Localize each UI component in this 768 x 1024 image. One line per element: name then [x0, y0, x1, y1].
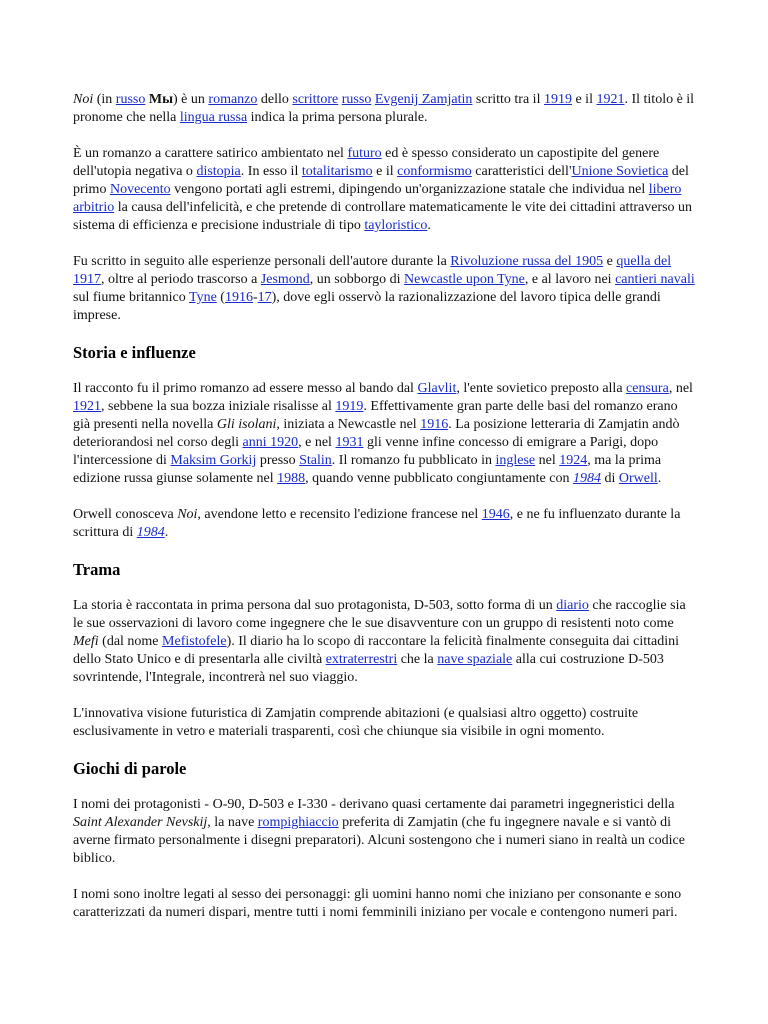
- text-run: . Il romanzo fu pubblicato in: [331, 453, 496, 468]
- link-1924[interactable]: 1924: [559, 453, 588, 468]
- link-1921[interactable]: 1921: [73, 399, 101, 414]
- link-1931[interactable]: 1931: [335, 435, 364, 450]
- text-run: . Il titolo è il pronome che nella: [73, 92, 695, 125]
- text-run: . Effettivamente gran parte delle basi del romanzo erano già presenti nella novella: [73, 399, 678, 432]
- text-run: alla cui costruzione D-503 sovrintende, l'Integrale, incontrerà nel suo viaggio.: [73, 652, 664, 685]
- text-run: , nel: [668, 381, 693, 396]
- section-heading-storia-e-influenze: Storia e influenze: [73, 343, 196, 362]
- link-17[interactable]: 17: [257, 290, 272, 305]
- text-run: , e ne fu influenzato durante la scrittura di: [73, 507, 681, 540]
- text-run: ). Il diario ha lo scopo di raccontare la felicità finalmente conseguita dai cittadini dello Stato Unico e di presentarla alle civiltà: [73, 634, 680, 667]
- text-run: La storia è raccontata in prima persona dal suo protagonista, D-503, sotto forma di un: [73, 598, 557, 613]
- link-1984[interactable]: 1984: [572, 471, 601, 486]
- text-run: sul fiume britannico: [73, 290, 189, 305]
- link-quella-del-1917[interactable]: quella del 1917: [73, 254, 672, 287]
- link-evgenij-zamjatin[interactable]: Evgenij Zamjatin: [374, 92, 473, 107]
- text-run: che raccoglie sia le sue osservazioni di lavoro come ingegnere che le sue disavventure con un gruppo di resistenti noto come: [73, 598, 686, 631]
- text-run: preferita di Zamjatin (che fu ingegnere navale e si vantò di averne firmato personalmente i disegni preparatori). Alcuni sostengono che i numeri siano in realtà un codice biblico.: [73, 815, 685, 866]
- text-run: dello: [257, 92, 293, 107]
- text-run: .: [164, 525, 169, 540]
- link-1946[interactable]: 1946: [481, 507, 510, 522]
- section-heading-giochi-di-parole: Giochi di parole: [73, 759, 187, 778]
- text-run: gli venne infine concesso di emigrare a Parigi, dopo l'intercessione di: [73, 435, 659, 468]
- link-1921[interactable]: 1921: [596, 92, 625, 107]
- link-rompighiaccio[interactable]: rompighiaccio: [257, 815, 339, 830]
- link-libero-arbitrio[interactable]: libero arbitrio: [73, 182, 682, 215]
- link-russo[interactable]: russo: [115, 92, 146, 107]
- link-jesmond[interactable]: Jesmond: [260, 272, 310, 287]
- text-run: , ma la prima edizione russa giunse solamente nel: [73, 453, 662, 486]
- paragraph-vision: [73, 705, 698, 741]
- link-lingua-russa[interactable]: lingua russa: [179, 110, 248, 125]
- link-orwell[interactable]: Orwell: [618, 471, 658, 486]
- text-run: (in: [93, 92, 116, 107]
- text-run: e il: [571, 92, 597, 107]
- text-run: caratteristici dell': [471, 164, 572, 179]
- link-diario[interactable]: diario: [556, 598, 589, 613]
- link-conformismo[interactable]: conformismo: [397, 164, 472, 179]
- link-inglese[interactable]: inglese: [495, 453, 536, 468]
- text-run: presso: [256, 453, 300, 468]
- text-run: (: [216, 290, 225, 305]
- link-1919[interactable]: 1919: [335, 399, 364, 414]
- text-run: , quando venne pubblicato congiuntamente con: [305, 471, 573, 486]
- italic-text: Saint Alexander Nevskij: [73, 815, 208, 830]
- link-1916[interactable]: 1916: [224, 290, 253, 305]
- link-glavlit[interactable]: Glavlit: [417, 381, 457, 396]
- link-novecento[interactable]: Novecento: [109, 182, 171, 197]
- text-run: e il: [372, 164, 398, 179]
- link-1984[interactable]: 1984: [136, 525, 165, 540]
- text-run: , iniziata a Newcastle nel: [276, 417, 421, 432]
- link-mefistofele[interactable]: Mefistofele: [162, 634, 227, 649]
- text-run: che la: [397, 652, 438, 667]
- link-scrittore[interactable]: scrittore: [292, 92, 339, 107]
- text-run: . La posizione letteraria di Zamjatin andò deteriorandosi nel corso degli: [73, 417, 680, 450]
- link-newcastle-upon-tyne[interactable]: Newcastle upon Tyne: [404, 272, 525, 287]
- text-run: , e nel: [298, 435, 336, 450]
- text-run: vengono portati agli estremi, dipingendo un'organizzazione statale che individua nel: [170, 182, 649, 197]
- link-tayloristico[interactable]: tayloristico: [364, 218, 428, 233]
- link-distopia[interactable]: distopia: [196, 164, 241, 179]
- paragraph-origin: [73, 253, 698, 325]
- text-run: ), dove egli osservò la razionalizzazione del lavoro tipica delle grandi imprese.: [73, 290, 661, 323]
- text-run: ed è spesso considerato un capostipite del genere dell'utopia negativa o: [73, 146, 660, 179]
- text-run: del primo: [73, 164, 689, 197]
- link-1988[interactable]: 1988: [277, 471, 306, 486]
- link-cantieri-navali[interactable]: cantieri navali: [615, 272, 695, 287]
- text-run: la causa dell'infelicità, e che pretende di controllare matematicamente le vite dei cittadini attraverso un sistema di efficienza e precisione industriale di tipo: [73, 200, 693, 233]
- text-run: -: [252, 290, 258, 305]
- italic-text: Noi: [73, 92, 94, 107]
- link-unione-sovietica[interactable]: Unione Sovietica: [571, 164, 669, 179]
- italic-text: Gli isolani: [216, 417, 277, 432]
- text-run: , e al lavoro nei: [524, 272, 616, 287]
- paragraph-satire: [73, 145, 698, 235]
- link-censura[interactable]: censura: [626, 381, 669, 396]
- link-rivoluzione-russa-del-1905[interactable]: Rivoluzione russa del 1905: [450, 254, 604, 269]
- text-run: Il racconto fu il primo romanzo ad essere messo al bando dal: [73, 381, 418, 396]
- paragraph-history: [73, 380, 698, 488]
- paragraph-intro: [73, 91, 698, 127]
- link-nave-spaziale[interactable]: nave spaziale: [437, 652, 513, 667]
- text-run: I nomi sono inoltre legati al sesso dei personaggi: gli uomini hanno nomi che iniziano per consonante e sono caratterizzati da numeri dispari, mentre tutti i nomi femminili iniziano per vocale e contengono numeri pari.: [73, 887, 682, 920]
- text-run: , un sobborgo di: [309, 272, 405, 287]
- text-run: Fu scritto in seguito alle esperienze personali dell'autore durante la: [73, 254, 451, 269]
- paragraph-plot: [73, 597, 698, 687]
- text-run: , la nave: [207, 815, 258, 830]
- text-run: nel: [535, 453, 560, 468]
- text-run: , avendone letto e recensito l'edizione francese nel: [197, 507, 482, 522]
- text-run: .: [657, 471, 662, 486]
- link-extraterrestri[interactable]: extraterrestri: [325, 652, 398, 667]
- text-run: e: [603, 254, 617, 269]
- link-totalitarismo[interactable]: totalitarismo: [301, 164, 373, 179]
- text-run: ) è un: [173, 92, 209, 107]
- paragraph-names: [73, 796, 698, 868]
- text-run: di: [600, 471, 619, 486]
- bold-text: Мы: [148, 92, 174, 107]
- italic-text: Noi: [177, 507, 198, 522]
- link-1916[interactable]: 1916: [420, 417, 449, 432]
- text-run: , oltre al periodo trascorso a: [101, 272, 261, 287]
- section-heading-trama: Trama: [73, 560, 121, 579]
- link-stalin[interactable]: Stalin: [299, 453, 332, 468]
- link-romanzo[interactable]: romanzo: [208, 92, 258, 107]
- text-run: . In esso il: [240, 164, 302, 179]
- paragraph-orwell: [73, 506, 698, 542]
- link-maksim-gorkij[interactable]: Maksim Gorkij: [170, 453, 257, 468]
- text-run: Orwell conosceva: [73, 507, 178, 522]
- text-run: (dal nome: [98, 634, 163, 649]
- text-run: È un romanzo a carattere satirico ambientato nel: [73, 146, 348, 161]
- text-run: L'innovativa visione futuristica di Zamjatin comprende abitazioni (e qualsiasi altro oggetto) costruite esclusivamente in vetro e materiali trasparenti, così che chiunque sia visibile in ogni momento.: [73, 706, 639, 739]
- text-run: , sebbene la sua bozza iniziale risalisse al: [101, 399, 336, 414]
- text-run: .: [427, 218, 431, 233]
- link-anni-1920[interactable]: anni 1920: [242, 435, 299, 450]
- paragraph-gender: [73, 886, 698, 922]
- article-page: [73, 91, 698, 940]
- link-1919[interactable]: 1919: [543, 92, 572, 107]
- link-russo[interactable]: russo: [341, 92, 372, 107]
- link-tyne[interactable]: Tyne: [189, 290, 217, 305]
- text-run: indica la prima persona plurale.: [247, 110, 428, 125]
- text-run: scritto tra il: [472, 92, 544, 107]
- link-futuro[interactable]: futuro: [347, 146, 382, 161]
- italic-text: Mefi: [73, 634, 99, 649]
- text-run: , l'ente sovietico preposto alla: [456, 381, 627, 396]
- text-run: I nomi dei protagonisti - O-90, D-503 e I-330 - derivano quasi certamente dai parametri ingegneristici della: [73, 797, 675, 812]
